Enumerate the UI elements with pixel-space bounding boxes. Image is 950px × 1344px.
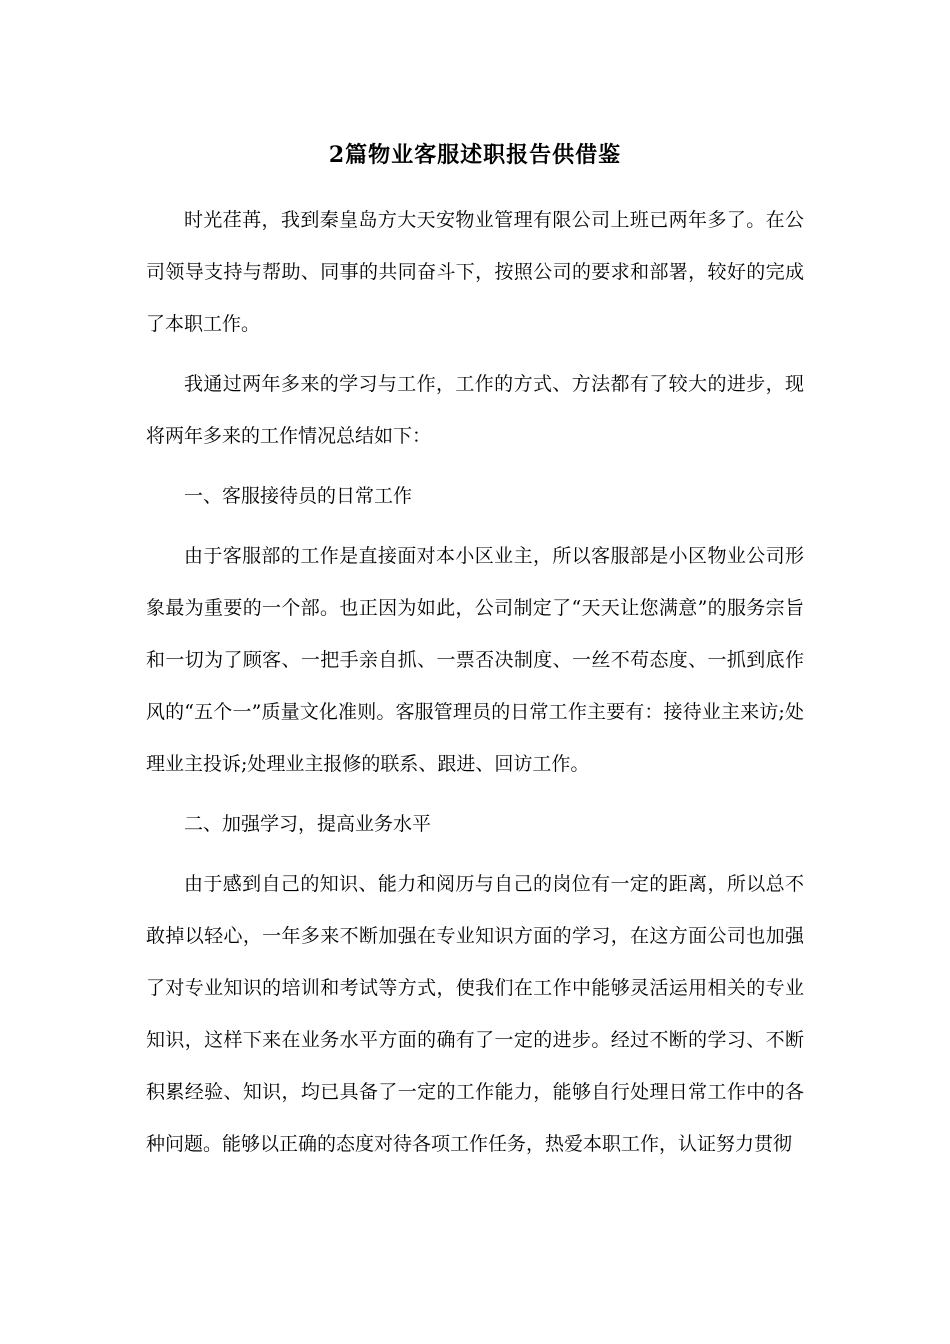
paragraph-section-2: 由于感到自己的知识、能力和阅历与自己的岗位有一定的距离，所以总不敢掉以轻心，一年多来不断加强在专业知识方面的学习，在这方面公司也加强了对专业知识的培训和考试等方式，使我们在工作中能够灵活运用相关的专业知识，这样下来在业务水平方面的确有了一定的进步。经过不断的学习、不断积累经验、知识，均已具备了一定的工作能力，能够自行处理日常工作中的各种问题。能够以正确的态度对待各项工作任务，热爱本职工作，认证努力贯彻: [146, 873, 804, 1155]
section-heading-2: 二、加强学习，提高业务水平: [184, 813, 432, 835]
document-page: [146, 130, 804, 1178]
paragraph-section-1: 由于客服部的工作是直接面对本小区业主，所以客服部是小区物业公司形象最为重要的一个部。也正因为如此，公司制定了“天天让您满意”的服务宗旨和一切为了顾客、一把手亲自抓、一票否决制度、一丝不苟态度、一抓到底作风的“五个一”质量文化准则。客服管理员的日常工作主要有：接待业主来访;处理业主投诉;处理业主报修的联系、跟进、回访工作。: [146, 545, 804, 775]
document-title: 2篇物业客服述职报告供借鉴: [328, 142, 622, 168]
paragraph-intro: 时光荏苒，我到秦皇岛方大天安物业管理有限公司上班已两年多了。在公司领导支持与帮助、同事的共同奋斗下，按照公司的要求和部署，较好的完成了本职工作。: [146, 209, 804, 335]
section-heading-1: 一、客服接待员的日常工作: [184, 485, 413, 507]
paragraph-summary: 我通过两年多来的学习与工作，工作的方式、方法都有了较大的进步，现将两年多来的工作情况总结如下：: [146, 373, 804, 447]
